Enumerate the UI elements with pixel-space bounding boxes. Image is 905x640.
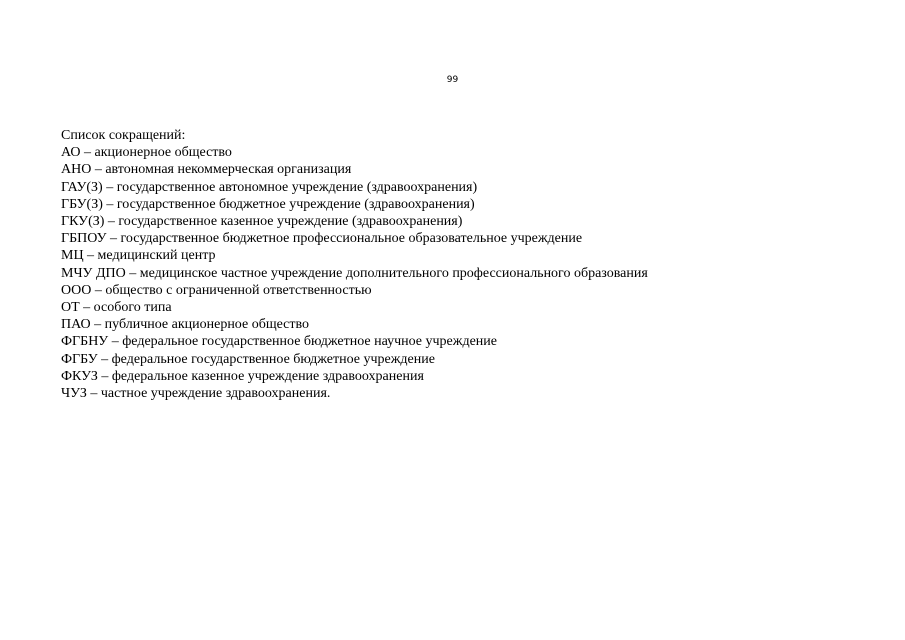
- abbreviation-item: ОТ – особого типа: [61, 300, 172, 316]
- abbreviation-item: ПАО – публичное акционерное общество: [61, 317, 310, 333]
- abbreviation-item: МЧУ ДПО – медицинское частное учреждение дополнительного профессионального образования: [61, 265, 648, 281]
- abbreviations-list: [61, 127, 648, 402]
- abbreviation-item: ФГБУ – федеральное государственное бюджетное учреждение: [61, 351, 435, 367]
- abbreviation-item: ГКУ(З) – государственное казенное учреждение (здравоохранения): [61, 214, 463, 230]
- abbreviation-item: ООО – общество с ограниченной ответственностью: [61, 282, 372, 298]
- abbreviation-item: ГБУ(З) – государственное бюджетное учреждение (здравоохранения): [61, 196, 475, 212]
- abbreviation-item: ЧУЗ – частное учреждение здравоохранения.: [61, 386, 331, 402]
- abbreviation-item: ГАУ(З) – государственное автономное учреждение (здравоохранения): [61, 179, 478, 195]
- abbreviation-item: АНО – автономная некоммерческая организация: [61, 162, 352, 178]
- abbreviation-item: АО – акционерное общество: [61, 145, 232, 161]
- abbreviation-item: ГБПОУ – государственное бюджетное профессиональное образовательное учреждение: [61, 231, 583, 247]
- abbreviation-item: ФГБНУ – федеральное государственное бюджетное научное учреждение: [61, 334, 497, 350]
- abbreviations-heading: Список сокращений:: [61, 128, 186, 143]
- abbreviation-item: МЦ – медицинский центр: [61, 248, 216, 264]
- page-number: 99: [446, 75, 459, 85]
- abbreviation-item: ФКУЗ – федеральное казенное учреждение здравоохранения: [61, 368, 424, 384]
